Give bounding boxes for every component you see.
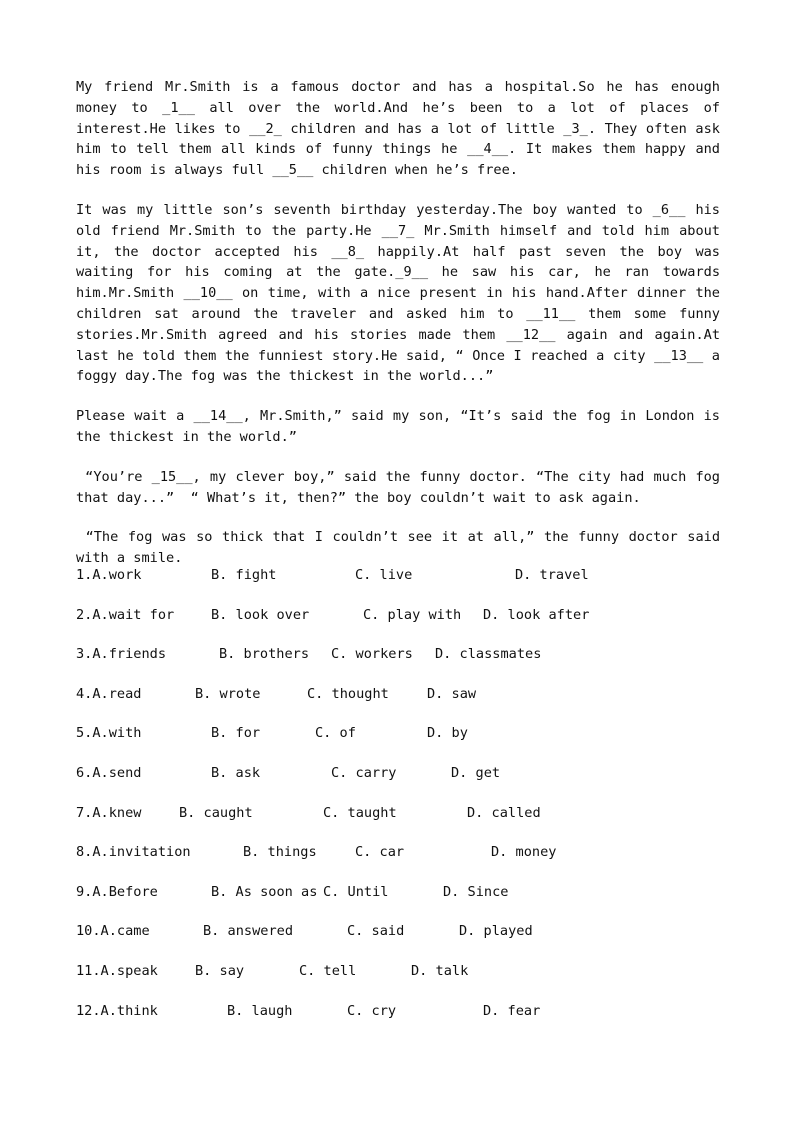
option-d: D. saw bbox=[427, 685, 477, 702]
option-c: C. workers bbox=[331, 646, 413, 663]
option-a: 12.A.think bbox=[76, 1002, 158, 1019]
passage-paragraph: Please wait a __14__, Mr.Smith,” said my son, “It’s said the fog in London is the thickest in the world.” bbox=[76, 408, 729, 445]
option-a: 3.A.friends bbox=[76, 646, 167, 663]
option-d: D. classmates bbox=[435, 646, 542, 663]
option-d: D. money bbox=[491, 844, 557, 861]
option-b: B. for bbox=[211, 725, 261, 742]
option-c: C. play with bbox=[363, 606, 462, 623]
option-a: 11.A.speak bbox=[76, 962, 158, 979]
option-d: D. played bbox=[459, 923, 533, 940]
question-options-row bbox=[76, 921, 726, 961]
option-b: B. answered bbox=[203, 923, 294, 940]
option-d: D. get bbox=[451, 764, 501, 781]
option-b: B. things bbox=[243, 844, 317, 861]
option-d: D. Since bbox=[443, 883, 509, 900]
option-d: D. look after bbox=[483, 606, 590, 623]
question-options-row bbox=[76, 842, 726, 882]
question-options-row bbox=[76, 565, 726, 605]
option-b: B. wrote bbox=[195, 685, 261, 702]
option-b: B. say bbox=[195, 962, 245, 979]
option-c: C. live bbox=[355, 567, 413, 583]
option-c: C. Until bbox=[323, 883, 389, 900]
option-b: B. ask bbox=[211, 764, 261, 781]
question-options-row bbox=[76, 723, 726, 763]
option-d: D. talk bbox=[411, 962, 469, 979]
question-options-row bbox=[76, 882, 726, 922]
passage-paragraph: My friend Mr.Smith is a famous doctor and has a hospital.So he has enough money to _1__ all over the world.And he’s been to a lot of places of interest.He likes to __2_ children and has a lot of little _3_. They often ask him to tell them all kinds of funny things he __4__. It makes them happy and his room is always full __5__ children when he’s free. bbox=[76, 79, 729, 179]
option-b: B. brothers bbox=[219, 646, 310, 663]
option-a: 1.A.work bbox=[76, 567, 142, 583]
option-c: C. car bbox=[355, 844, 405, 861]
option-a: 5.A.with bbox=[76, 725, 142, 742]
option-c: C. taught bbox=[323, 804, 397, 821]
option-a: 6.A.send bbox=[76, 764, 142, 781]
option-c: C. cry bbox=[347, 1002, 397, 1019]
option-a: 4.A.read bbox=[76, 685, 142, 702]
passage-paragraph: It was my little son’s seventh birthday yesterday.The boy wanted to _6__ his old friend Mr.Smith to the party.He __7_ Mr.Smith himself and told him about it, the doctor accepted his __8_ happily.At half past seven the boy was waiting for his coming at the gate._9__ he saw his car, he ran towards him.Mr.Smith __10__ on time, with a nice present in his hand.After dinner the children sat around the traveler and asked him to __11__ them some funny stories.Mr.Smith agreed and his stories made them __12__ again and again.At last he told them the funniest story.He said, “ Once I reached a city __13__ a foggy day.The fog was the thickest in the world...” bbox=[76, 201, 729, 385]
option-b: B. As soon as bbox=[211, 883, 318, 900]
question-options-row bbox=[76, 605, 726, 645]
question-options-row bbox=[76, 763, 726, 803]
option-c: C. said bbox=[347, 923, 405, 940]
question-options-row bbox=[76, 644, 726, 684]
option-a: 9.A.Before bbox=[76, 883, 158, 900]
option-b: B. laugh bbox=[227, 1002, 293, 1019]
option-b: B. caught bbox=[179, 804, 253, 821]
passage-paragraph: “You’re _15__, my clever boy,” said the funny doctor. “The city had much fog that day...” “ What’s it, then?” the boy couldn’t wait to ask again. bbox=[76, 468, 729, 506]
cloze-passage bbox=[76, 77, 729, 588]
option-a: 2.A.wait for bbox=[76, 606, 175, 623]
option-c: C. thought bbox=[307, 685, 389, 702]
question-options-row bbox=[76, 961, 726, 1001]
option-d: D. travel bbox=[515, 567, 589, 583]
question-options-row bbox=[76, 803, 726, 843]
option-b: B. look over bbox=[211, 606, 310, 623]
question-options-row bbox=[76, 1001, 726, 1041]
option-a: 8.A.invitation bbox=[76, 844, 191, 861]
answer-options-list bbox=[76, 565, 726, 1040]
passage-paragraph: “The fog was so thick that I couldn’t see it at all,” the funny doctor said with a smile. bbox=[76, 529, 729, 567]
option-d: D. by bbox=[427, 725, 468, 742]
option-a: 10.A.came bbox=[76, 923, 150, 940]
option-d: D. fear bbox=[483, 1002, 541, 1019]
question-options-row bbox=[76, 684, 726, 724]
option-c: C. tell bbox=[299, 962, 357, 979]
option-b: B. fight bbox=[211, 567, 277, 583]
option-c: C. of bbox=[315, 725, 356, 742]
option-a: 7.A.knew bbox=[76, 804, 142, 821]
option-d: D. called bbox=[467, 804, 541, 821]
option-c: C. carry bbox=[331, 764, 397, 781]
